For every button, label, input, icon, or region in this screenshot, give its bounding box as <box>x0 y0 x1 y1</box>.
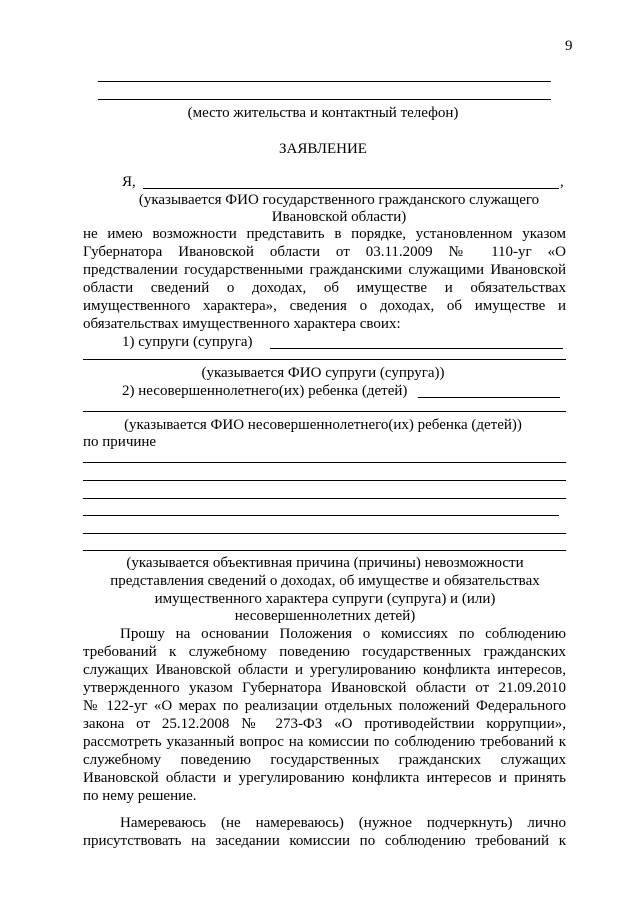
reason-caption-4: несовершеннолетних детей) <box>234 608 416 624</box>
reason-line-1 <box>83 462 566 463</box>
fio-line <box>143 188 559 189</box>
attendance-line-1: Намереваюсь (не намереваюсь) (нужное подчеркнуть) лично <box>120 815 566 831</box>
reason-caption-3: имущественного характера супруги (супруга) и (или) <box>154 591 496 607</box>
document-title: ЗАЯВЛЕНИЕ <box>279 141 367 157</box>
request-line-3: служащих Ивановской области и урегулированию конфликта интересов, <box>83 662 566 678</box>
child-line-2 <box>83 411 566 412</box>
reason-line-4 <box>83 515 559 516</box>
fio-caption-1: (указывается ФИО государственного гражданского служащего <box>138 192 540 208</box>
reason-caption-2: представления сведений о доходах, об имуществе и обязательствах <box>110 573 540 589</box>
spouse-line-2 <box>83 359 566 360</box>
intro-line-4: области сведений о доходах, об имуществе и обязательствах <box>83 280 566 296</box>
spouse-line-1 <box>270 348 563 349</box>
request-line-9: Ивановской области и урегулированию конфликта интересов и принять <box>83 770 566 786</box>
request-line-5: № 122-уг «О мерах по реализации отдельных положений Федерального <box>83 698 566 714</box>
attendance-line-2: присутствовать на заседании комиссии по соблюдению требований к <box>83 833 566 849</box>
request-line-4: утвержденного указом Губернатора Ивановской области от 21.09.2010 <box>83 680 566 696</box>
intro-line-6: обязательствах имущественного характера своих: <box>83 316 401 332</box>
child-label: 2) несовершеннолетнего(их) ребенка (детей) <box>122 383 408 399</box>
fio-comma: , <box>560 174 564 190</box>
request-line-6: закона от 25.12.2008 № 273-ФЗ «О противодействии коррупции», <box>83 716 566 732</box>
reason-line-2 <box>83 480 566 481</box>
intro-line-5: имущественного характера», сведения о доходах, об имуществе и <box>83 298 566 314</box>
request-line-7: рассмотреть указанный вопрос на комиссии по соблюдению требований к <box>83 734 566 750</box>
request-line-2: требований к служебному поведению государственных гражданских <box>83 644 566 660</box>
fio-caption-2: Ивановской области) <box>271 209 407 225</box>
intro-line-3: предствалении государственными гражданскими служащими Ивановской <box>83 262 566 278</box>
residence-line-1 <box>98 81 551 82</box>
child-line-1 <box>418 397 560 398</box>
intro-line-1: не имею возможности представить в порядке, установленном указом <box>83 226 566 242</box>
page-number: 9 <box>565 38 573 54</box>
spouse-caption: (указывается ФИО супруги (супруга)) <box>201 365 445 381</box>
spouse-label: 1) супруги (супруга) <box>122 334 253 350</box>
intro-line-2: Губернатора Ивановской области от 03.11.2009 № 110-уг «О <box>83 244 566 260</box>
child-caption: (указывается ФИО несовершеннолетнего(их) ребенка (детей)) <box>124 417 522 433</box>
reason-label: по причине <box>83 434 157 450</box>
residence-line-2 <box>98 99 551 100</box>
reason-caption-1: (указывается объективная причина (причины) невозможности <box>126 555 524 571</box>
request-line-1: Прошу на основании Положения о комиссиях по соблюдению <box>120 626 566 642</box>
ya-label: Я, <box>122 174 136 190</box>
reason-line-3 <box>83 498 566 499</box>
reason-line-6 <box>83 550 566 551</box>
request-line-8: служебному поведению государственных гражданских служащих <box>83 752 566 768</box>
reason-line-5 <box>83 533 566 534</box>
request-line-10: по нему решение. <box>83 788 197 804</box>
residence-caption: (место жительства и контактный телефон) <box>187 105 459 121</box>
